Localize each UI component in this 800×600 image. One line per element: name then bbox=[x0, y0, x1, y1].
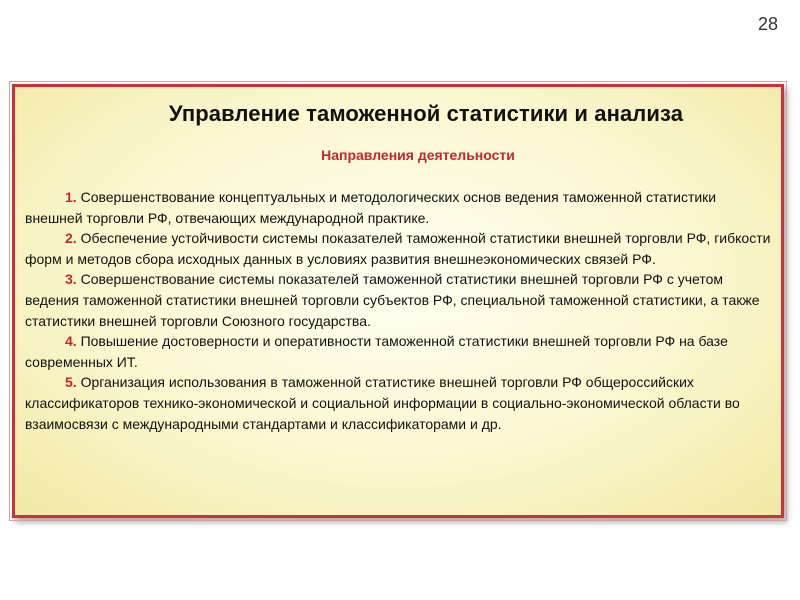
item-number: 5. bbox=[65, 374, 77, 391]
item-text: Организация использования в таможенной статистике внешней торговли РФ общероссийских классификаторов технико-экономической и социальной информации в социально-экономической области во взаимосвязи с международными стандартами и классификаторами и др. bbox=[25, 374, 740, 432]
list-item bbox=[25, 269, 773, 331]
item-number: 3. bbox=[65, 271, 77, 288]
panel-subtitle: Направления деятельности bbox=[321, 147, 515, 163]
item-number: 2. bbox=[65, 230, 77, 247]
content-panel bbox=[12, 84, 784, 518]
list-item bbox=[25, 331, 773, 372]
page-number: 28 bbox=[757, 14, 778, 34]
list-item bbox=[25, 187, 773, 228]
panel-title: Управление таможенной статистики и анализа bbox=[168, 101, 684, 126]
item-number: 1. bbox=[65, 189, 77, 205]
activity-list bbox=[25, 187, 773, 434]
item-text: Повышение достоверности и оперативности таможенной статистики внешней торговли РФ на базе современных ИТ. bbox=[25, 333, 728, 370]
item-text: Обеспечение устойчивости системы показателей таможенной статистики внешней торговли РФ, гибкости форм и методов сбора исходных данных в условиях развития внешнеэкономических связей РФ. bbox=[25, 230, 771, 267]
item-number: 4. bbox=[65, 333, 77, 350]
item-text: Совершенствование концептуальных и методологических основ ведения таможенной статистики внешней торговли РФ, отвечающих международной практике. bbox=[25, 189, 717, 226]
list-item bbox=[25, 228, 773, 269]
item-text: Совершенствование системы показателей таможенной статистики внешней торговли РФ с учетом ведения таможенной статистики внешней торговли субъектов РФ, специальной таможенной статистики, а также статистики внешней торговли Союзного государства. bbox=[25, 271, 760, 329]
list-item bbox=[25, 372, 773, 434]
